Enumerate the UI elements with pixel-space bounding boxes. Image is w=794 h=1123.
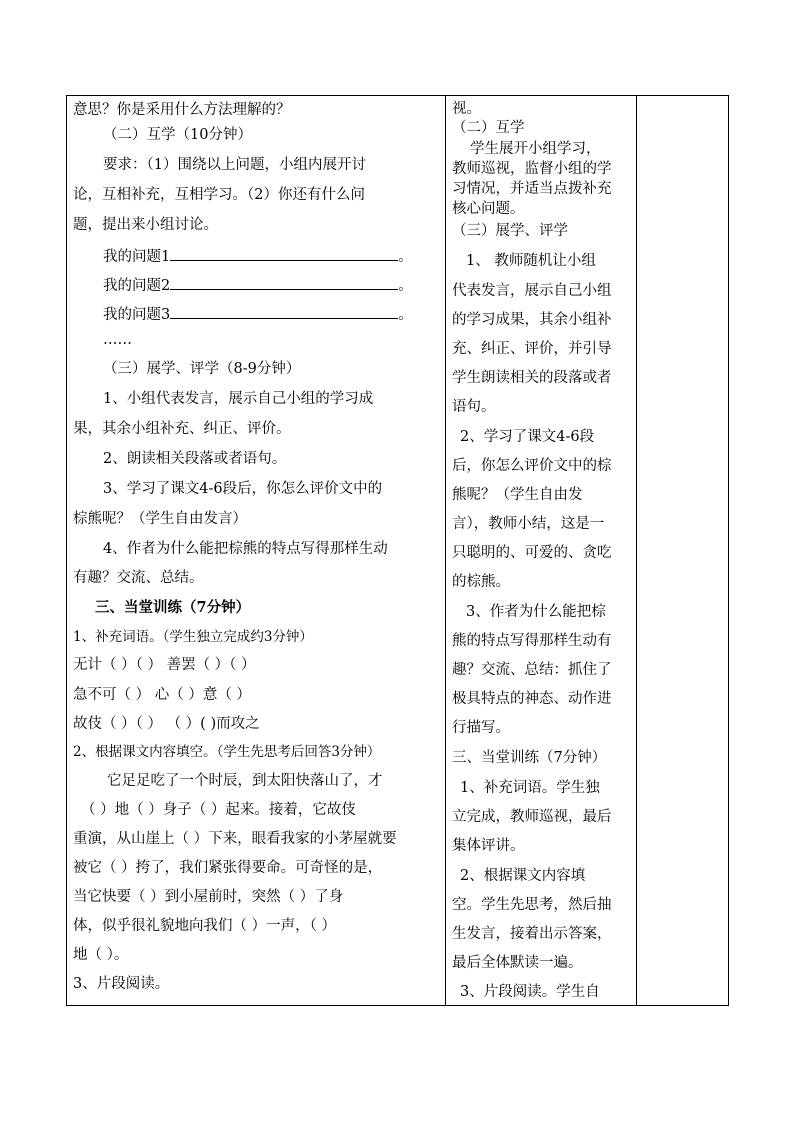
fill-in-line: 无计（ ）（ ） 善罢（ ）（ ） xyxy=(73,657,256,673)
text-line: 空。学生先思考，然后抽 xyxy=(452,897,612,913)
text-line: 1、小组代表发言，展示自己小组的学习成 xyxy=(103,391,374,407)
text-line: 2、学习了课文4-6段 xyxy=(460,429,595,445)
text-line: 语句。 xyxy=(452,399,496,415)
section-heading-training: 三、当堂训练（7分钟） xyxy=(452,750,607,766)
question-end: 。 xyxy=(398,307,413,323)
text-line: 视。 xyxy=(452,101,481,117)
question-label: 我的问题2 xyxy=(103,278,171,294)
text-line: 集体评讲。 xyxy=(452,838,525,854)
text-line: 3、作者为什么能把棕 xyxy=(466,604,606,620)
question-line xyxy=(103,275,413,295)
text-line: 行描写。 xyxy=(452,720,510,736)
text-line: 2、朗读相关段落或者语句。 xyxy=(103,451,287,467)
section-heading: （二）互学（10分钟） xyxy=(103,127,252,143)
text-line: 生发言，接着出示答案， xyxy=(452,926,612,942)
question-line xyxy=(103,246,413,266)
text-line: 题，提出来小组讨论。 xyxy=(73,217,218,233)
ellipsis: …… xyxy=(103,332,132,348)
text-line: 的学习成果，其余小组补 xyxy=(452,312,612,328)
answer-blank xyxy=(170,246,398,261)
text-line: 充、纠正、评价，并引导 xyxy=(452,341,612,357)
fill-in-line: 故伎（ ）（ ） （ ）( )而攻之 xyxy=(73,716,260,732)
passage-line: 地（ ）。 xyxy=(73,947,129,963)
text-line: 极具特点的神态、动作进 xyxy=(452,691,612,707)
text-line: 1、补充词语。（学生独立完成约3分钟） xyxy=(73,629,313,645)
text-line: 趣？交流、总结：抓住了 xyxy=(452,662,612,678)
passage-line: （ ）地（ ）身子（ ）起来。接着，它故伎 xyxy=(81,802,356,818)
text-line: 只聪明的、可爱的、贪吃 xyxy=(452,545,612,561)
answer-blank xyxy=(170,304,398,319)
question-label: 我的问题1 xyxy=(103,249,171,265)
section-heading-training: 三、当堂训练（7分钟） xyxy=(95,599,251,616)
question-label: 我的问题3 xyxy=(103,307,171,323)
lesson-plan-table xyxy=(66,95,729,1006)
question-line xyxy=(103,304,413,324)
text-line: 学生展开小组学习， xyxy=(470,141,601,157)
text-line: 3、学习了课文4-6段后，你怎么评价文中的 xyxy=(103,481,383,497)
text-line: 论，互相补充，互相学习。（2）你还有什么问 xyxy=(73,187,365,203)
question-end: 。 xyxy=(398,278,413,294)
notes-column xyxy=(637,96,730,1005)
text-line: 学生朗读相关的段落或者 xyxy=(452,370,612,386)
text-line: 的棕熊。 xyxy=(452,574,510,590)
text-line: 有趣？交流、总结。 xyxy=(73,570,204,586)
text-line: 3、片段阅读。学生自 xyxy=(460,984,600,1000)
text-line: 棕熊呢？（学生自由发言） xyxy=(73,511,247,527)
passage-line: 它足足吃了一个时辰，到太阳快落山了，才 xyxy=(107,773,383,789)
text-line: 习情况，并适当点拨补充 xyxy=(452,181,612,197)
text-line: 1、补充词语。学生独 xyxy=(460,780,600,796)
text-line: 3、片段阅读。 xyxy=(73,976,170,992)
section-heading: （三）展学、评学 xyxy=(452,223,568,239)
text-line: 言），教师小结，这是一 xyxy=(452,516,605,532)
text-line: 后，你怎么评价文中的棕 xyxy=(452,458,612,474)
text-line: 熊呢？（学生自由发 xyxy=(452,487,583,503)
text-line: 代表发言，展示自己小组 xyxy=(452,283,612,299)
answer-blank xyxy=(170,275,398,290)
text-line: 熊的特点写得那样生动有 xyxy=(452,633,612,649)
text-line: 教师巡视，监督小组的学 xyxy=(452,161,612,177)
text-line: 最后全体默读一遍。 xyxy=(452,955,583,971)
teacher-guidance-column xyxy=(446,96,635,1005)
passage-line: 重演，从山崖上（ ）下来，眼看我家的小茅屋就要 xyxy=(73,831,397,847)
text-line: 立完成，教师巡视，最后 xyxy=(452,809,612,825)
section-heading: （三）展学、评学（8-9分钟） xyxy=(103,361,301,377)
text-line: 果，其余小组补充、纠正、评价。 xyxy=(73,421,291,437)
text-line: 2、根据课文内容填空。（学生先思考后回答3分钟） xyxy=(73,744,381,760)
text-line: 1、 教师随机让小组 xyxy=(466,253,596,269)
passage-line: 被它（ ）挎了，我们紧张得要命。可奇怪的是， xyxy=(73,860,383,876)
text-line: 4、作者为什么能把棕熊的特点写得那样生动 xyxy=(103,541,388,557)
fill-in-line: 急不可（ ） 心（ ）意（ ） xyxy=(73,687,251,703)
passage-line: 当它快要（ ）到小屋前时，突然（ ）了身 xyxy=(73,889,344,905)
text-line: 2、根据课文内容填 xyxy=(460,868,586,884)
text-line: 意思？你是采用什么方法理解的？ xyxy=(73,102,291,118)
student-activity-column xyxy=(67,96,444,1005)
text-line: 要求：（1）围绕以上问题，小组内展开讨 xyxy=(103,157,366,173)
text-line: 核心问题。 xyxy=(452,201,525,217)
section-heading: （二）互学 xyxy=(452,120,525,136)
question-end: 。 xyxy=(398,249,413,265)
passage-line: 体，似乎很礼貌地向我们（ ）一声，（ ） xyxy=(73,918,336,934)
